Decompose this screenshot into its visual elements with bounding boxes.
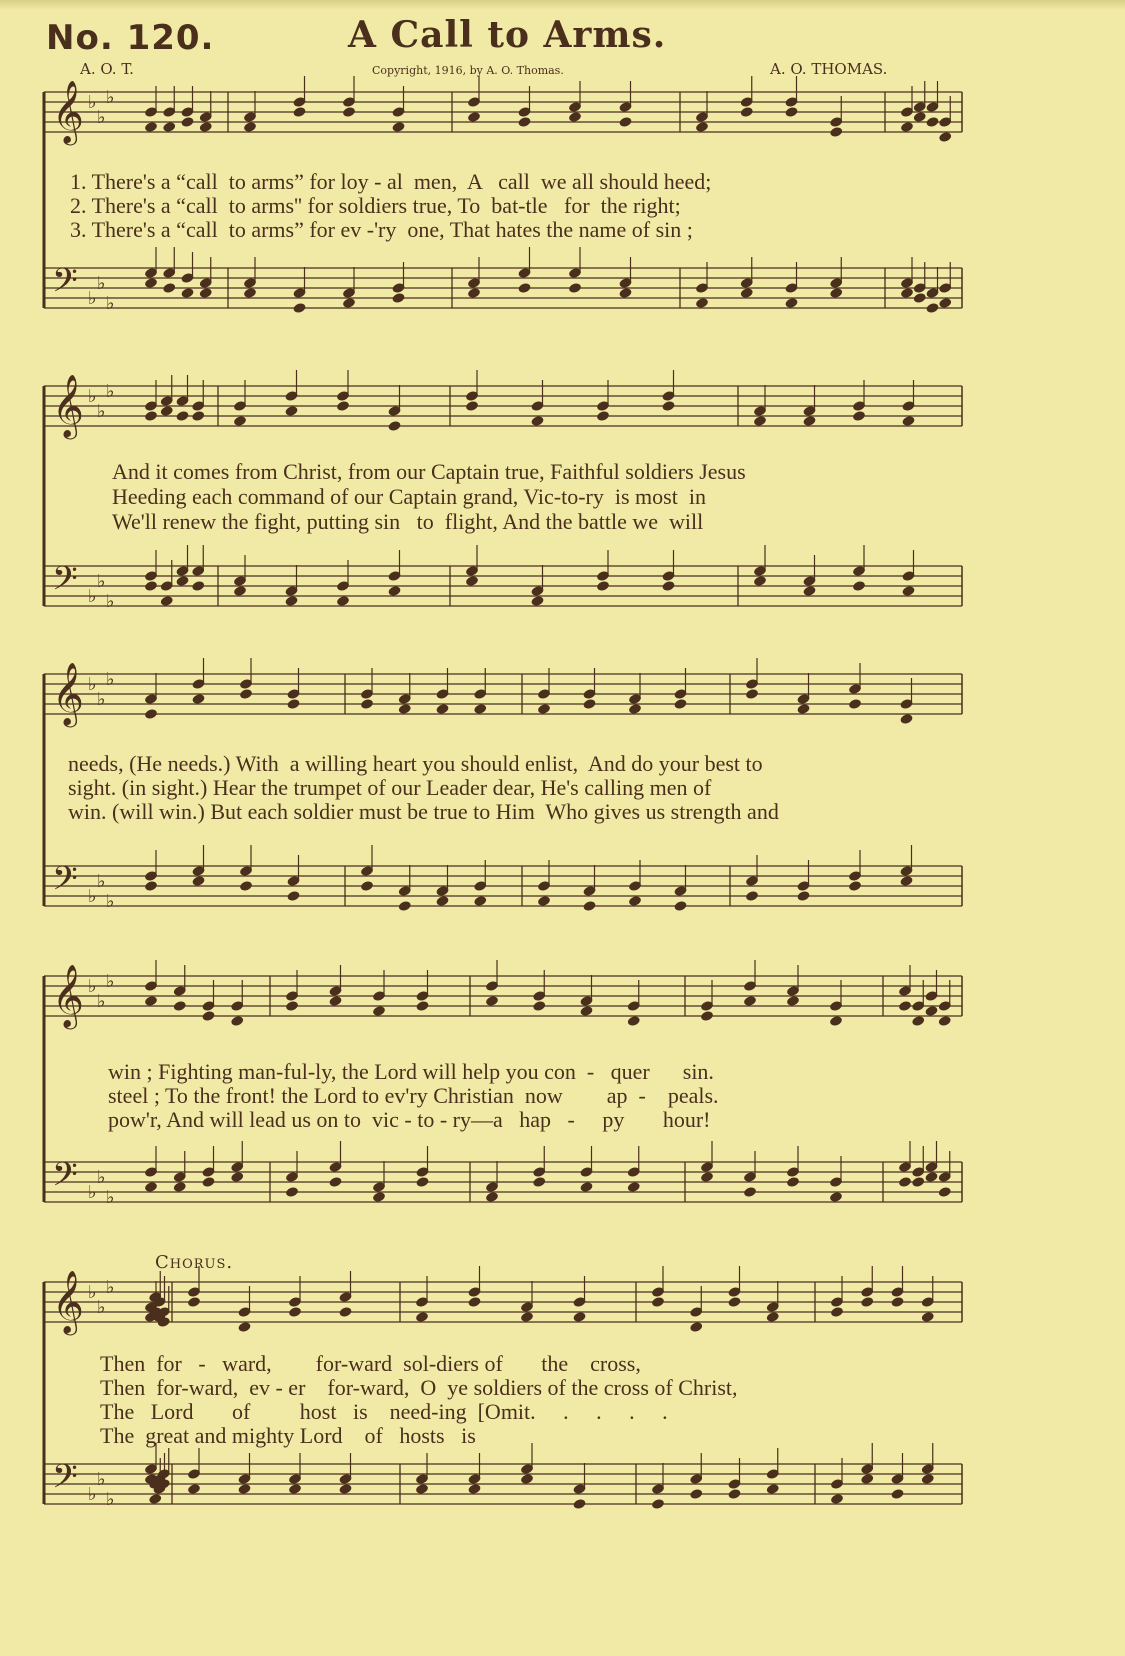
note-head: [288, 1306, 302, 1318]
hymn-number: No. 120.: [46, 18, 215, 58]
note-head: [921, 1311, 935, 1323]
note-head: [338, 1483, 352, 1495]
flat-icon: ♭: [97, 273, 106, 294]
flat-icon: ♭: [88, 1282, 97, 1303]
flat-icon: ♭: [106, 293, 115, 314]
flat-icon: ♭: [106, 381, 115, 402]
lyric-line: Heeding each command of our Captain grand, Vic-to-ry is most in: [112, 484, 706, 509]
bass-clef-icon: 𝄢: [52, 860, 78, 906]
flat-icon: ♭: [106, 1489, 115, 1510]
flat-icon: ♭: [106, 669, 115, 690]
lyric-line: The Lord of host is need-ing [Omit. . . . .: [100, 1399, 668, 1424]
composer: A. O. THOMAS.: [770, 60, 888, 78]
flat-icon: ♭: [97, 107, 106, 128]
note-head: [727, 1296, 741, 1308]
flat-icon: ♭: [88, 976, 97, 997]
lyric-line: And it comes from Christ, from our Captain true, Faithful soldiers Jesus: [112, 459, 746, 484]
flat-icon: ♭: [88, 386, 97, 407]
lyricist: A. O. T.: [80, 60, 134, 78]
lyric-line: needs, (He needs.) With a willing heart you should enlist, And do your best to: [68, 751, 763, 776]
flat-icon: ♭: [88, 1182, 97, 1203]
note-head: [890, 1296, 904, 1308]
note-head: [830, 1493, 844, 1505]
lyric-line: 3. There's a “call to arms” for ev -'ry one, That hates the name of sin ;: [70, 217, 693, 242]
lyric-line: 2. There's a “call to arms'' for soldiers true, To bat-tle for the right;: [70, 193, 681, 218]
note-head: [520, 1473, 534, 1485]
flat-icon: ♭: [97, 991, 106, 1012]
copyright: Copyright, 1916, by A. O. Thomas.: [372, 64, 564, 77]
note-head: [830, 1306, 844, 1318]
hymn-title: A Call to Arms.: [348, 14, 667, 56]
lyric-line: sight. (in sight.) Hear the trumpet of our Leader dear, He's calling men of: [68, 775, 712, 800]
flat-icon: ♭: [106, 1187, 115, 1208]
flat-icon: ♭: [97, 1297, 106, 1318]
flat-icon: ♭: [97, 1167, 106, 1188]
note-head: [651, 1498, 665, 1510]
note-head: [766, 1483, 780, 1495]
flat-icon: ♭: [88, 288, 97, 309]
flat-icon: ♭: [97, 871, 106, 892]
flat-icon: ♭: [88, 886, 97, 907]
flat-icon: ♭: [106, 891, 115, 912]
flat-icon: ♭: [106, 591, 115, 612]
note-head: [651, 1296, 665, 1308]
chorus-label: Chorus.: [155, 1252, 234, 1273]
note-head: [148, 1493, 162, 1505]
note-head: [338, 1306, 352, 1318]
flat-icon: ♭: [97, 689, 106, 710]
note-head: [921, 1473, 935, 1485]
lyric-line: Then for - ward, for-ward sol-diers of the cross,: [100, 1351, 641, 1376]
flat-icon: ♭: [97, 401, 106, 422]
note-head: [860, 1296, 874, 1308]
flat-icon: ♭: [106, 87, 115, 108]
note-head: [689, 1321, 703, 1333]
flat-icon: ♭: [88, 92, 97, 113]
flat-icon: ♭: [97, 571, 106, 592]
note-head: [766, 1311, 780, 1323]
note-head: [890, 1488, 904, 1500]
lyric-line: Then for-ward, ev - er for-ward, O ye soldiers of the cross of Christ,: [100, 1375, 738, 1400]
note-head: [860, 1473, 874, 1485]
flat-icon: ♭: [88, 674, 97, 695]
flat-icon: ♭: [88, 586, 97, 607]
bass-clef-icon: 𝄢: [52, 560, 78, 606]
note-head: [467, 1483, 481, 1495]
lyric-line: 1. There's a “call to arms” for loy - al men, A call we all should heed;: [70, 169, 712, 194]
lyric-line: steel ; To the front! the Lord to ev'ry Christian now ap - peals.: [108, 1083, 719, 1108]
note-head: [187, 1296, 201, 1308]
note-head: [520, 1311, 534, 1323]
note-head: [288, 1483, 302, 1495]
flat-icon: ♭: [88, 1484, 97, 1505]
lyric-line: We'll renew the fight, putting sin to flight, And the battle we will: [112, 509, 704, 534]
note-head: [237, 1483, 251, 1495]
treble-clef-icon: 𝄞: [52, 662, 84, 725]
note-head: [187, 1483, 201, 1495]
note-head: [415, 1311, 429, 1323]
bass-clef-icon: 𝄢: [52, 1156, 78, 1202]
flat-icon: ♭: [97, 1469, 106, 1490]
treble-clef-icon: 𝄞: [52, 80, 84, 143]
lyric-line: The great and mighty Lord of hosts is: [100, 1423, 476, 1448]
bass-clef-icon: 𝄢: [52, 262, 78, 308]
note-head: [572, 1311, 586, 1323]
lyric-line: pow'r, And will lead us on to vic - to - ry—a hap - py hour!: [108, 1107, 711, 1132]
lyric-line: win ; Fighting man-ful-ly, the Lord will help you con - quer sin.: [108, 1059, 714, 1084]
treble-clef-icon: 𝄞: [52, 964, 84, 1027]
flat-icon: ♭: [106, 971, 115, 992]
lyric-line: win. (will win.) But each soldier must be true to Him Who gives us strength and: [68, 799, 779, 824]
note-head: [415, 1483, 429, 1495]
flat-icon: ♭: [106, 1277, 115, 1298]
note-head: [467, 1296, 481, 1308]
note-head: [689, 1488, 703, 1500]
treble-clef-icon: 𝄞: [52, 374, 84, 437]
note-head: [727, 1488, 741, 1500]
treble-clef-icon: 𝄞: [52, 1270, 84, 1333]
note-head: [572, 1498, 586, 1510]
bass-clef-icon: 𝄢: [52, 1458, 78, 1504]
note-head: [237, 1321, 251, 1333]
